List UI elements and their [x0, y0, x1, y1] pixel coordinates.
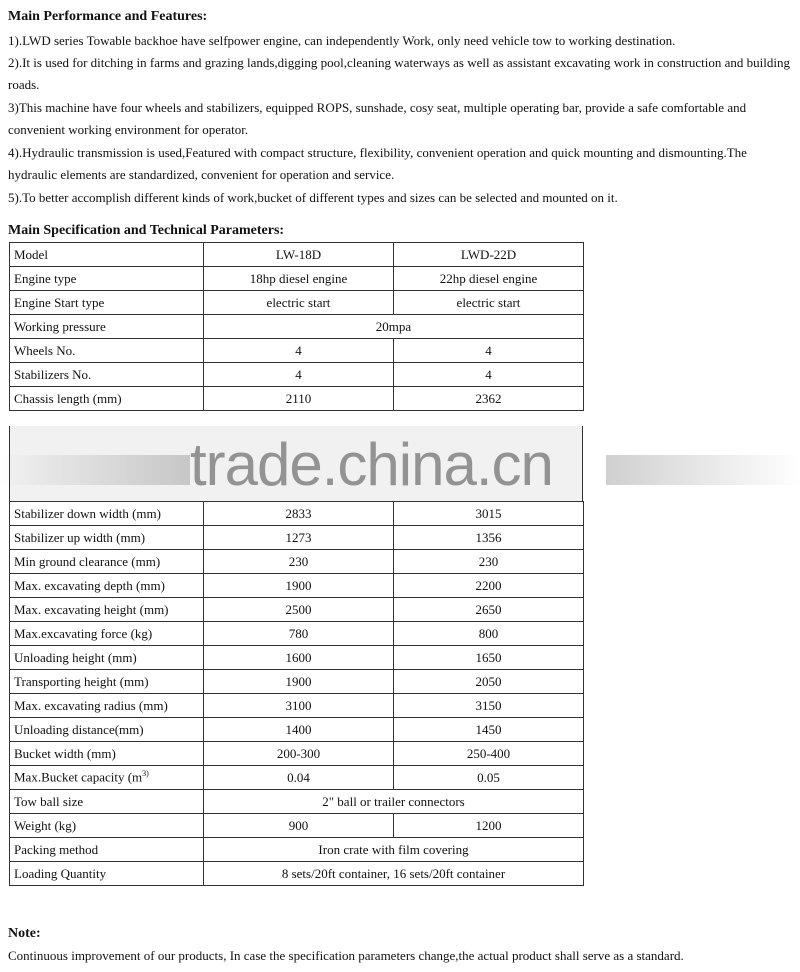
- spec-table-lower: [9, 501, 584, 886]
- spec-row: [10, 646, 584, 670]
- spec-value-lwd22d: 3150: [394, 694, 584, 718]
- spec-value-lwd22d: 4: [394, 363, 584, 387]
- spec-row: [10, 670, 584, 694]
- spec-value-shared: Iron crate with film covering: [204, 838, 584, 862]
- spec-label: Min ground clearance (mm): [10, 550, 204, 574]
- spec-row: [10, 526, 584, 550]
- spec-row: [10, 291, 584, 315]
- spec-value-lwd22d: 800: [394, 622, 584, 646]
- spec-value-lw18d: 230: [204, 550, 394, 574]
- spec-value-lw18d: LW-18D: [204, 243, 394, 267]
- spec-value-lwd22d: 230: [394, 550, 584, 574]
- spec-row: [10, 267, 584, 291]
- spec-value-lw18d: 2833: [204, 502, 394, 526]
- spec-value-lwd22d: 4: [394, 339, 584, 363]
- spec-value-lw18d: 1273: [204, 526, 394, 550]
- spec-value-lw18d: 3100: [204, 694, 394, 718]
- spec-row: [10, 766, 584, 790]
- feature-item-1: 1).LWD series Towable backhoe have selfpower engine, can independently Work, only need vehicle tow to working destination.: [8, 33, 676, 48]
- spec-row: [10, 315, 584, 339]
- spec-row: [10, 718, 584, 742]
- spec-label: Max. excavating height (mm): [10, 598, 204, 622]
- spec-value-lwd22d: 1450: [394, 718, 584, 742]
- spec-label: Stabilizers No.: [10, 363, 204, 387]
- spec-value-lwd22d: 2050: [394, 670, 584, 694]
- spec-value-shared: 20mpa: [204, 315, 584, 339]
- spec-label: Max.excavating force (kg): [10, 622, 204, 646]
- feature-item-2: 2).It is used for ditching in farms and grazing lands,digging pool,cleaning waterways as well as assistant excavating work in construction and building roads.: [8, 55, 790, 92]
- spec-value-lw18d: 1900: [204, 574, 394, 598]
- watermark-fade-left: [0, 455, 190, 485]
- spec-value-lw18d: 2500: [204, 598, 394, 622]
- spec-label: Stabilizer down width (mm): [10, 502, 204, 526]
- spec-label: Loading Quantity: [10, 862, 204, 886]
- spec-label: Max. excavating depth (mm): [10, 574, 204, 598]
- spec-value-lw18d: 1400: [204, 718, 394, 742]
- spec-value-lwd22d: 3015: [394, 502, 584, 526]
- spec-value-lw18d: electric start: [204, 291, 394, 315]
- watermark-fade-right: [606, 455, 800, 485]
- spec-row: [10, 363, 584, 387]
- spec-row: [10, 622, 584, 646]
- spec-row: [10, 862, 584, 886]
- spec-value-lw18d: 200-300: [204, 742, 394, 766]
- spec-value-lwd22d: 2362: [394, 387, 584, 411]
- spec-label: Tow ball size: [10, 790, 204, 814]
- spec-value-shared: 2" ball or trailer connectors: [204, 790, 584, 814]
- spec-value-lw18d: 1900: [204, 670, 394, 694]
- spec-row: [10, 742, 584, 766]
- spec-label: Chassis length (mm): [10, 387, 204, 411]
- spec-value-lw18d: 4: [204, 339, 394, 363]
- spec-value-lwd22d: LWD-22D: [394, 243, 584, 267]
- spec-row: [10, 574, 584, 598]
- feature-item-4: 4).Hydraulic transmission is used,Featured with compact structure, flexibility, convenient operation and quick mounting and dismounting.The hydraulic elements are standardized, convenient for operation and service.: [8, 145, 747, 182]
- watermark: trade.china.cn: [190, 431, 553, 498]
- spec-value-lw18d: 4: [204, 363, 394, 387]
- spec-label: Max.Bucket capacity ($m^{3)}$: [10, 766, 204, 790]
- spec-table-upper: [9, 242, 584, 411]
- spec-value-lw18d: 900: [204, 814, 394, 838]
- spec-value-lw18d: 1600: [204, 646, 394, 670]
- spec-value-lw18d: 0.04: [204, 766, 394, 790]
- spec-label: Unloading distance(mm): [10, 718, 204, 742]
- spec-label: Transporting height (mm): [10, 670, 204, 694]
- spec-row: [10, 838, 584, 862]
- spec-value-lw18d: 18hp diesel engine: [204, 267, 394, 291]
- spec-row: [10, 339, 584, 363]
- spec-label: Model: [10, 243, 204, 267]
- spec-label: Bucket width (mm): [10, 742, 204, 766]
- spec-value-lwd22d: 22hp diesel engine: [394, 267, 584, 291]
- spec-label: Stabilizer up width (mm): [10, 526, 204, 550]
- features-heading: Main Performance and Features:: [8, 9, 208, 24]
- spec-row: [10, 550, 584, 574]
- spec-label: Packing method: [10, 838, 204, 862]
- spec-label: Weight (kg): [10, 814, 204, 838]
- spec-value-lwd22d: 1356: [394, 526, 584, 550]
- spec-row: [10, 387, 584, 411]
- spec-label: Unloading height (mm): [10, 646, 204, 670]
- spec-label: Engine type: [10, 267, 204, 291]
- spec-value-lwd22d: 1650: [394, 646, 584, 670]
- spec-value-lw18d: 2110: [204, 387, 394, 411]
- spec-row: [10, 694, 584, 718]
- spec-value-lw18d: 780: [204, 622, 394, 646]
- feature-item-3: 3)This machine have four wheels and stabilizers, equipped ROPS, sunshade, cosy seat, multiple operating bar, provide a safe comfortable and convenient working environment for operator.: [8, 100, 747, 137]
- spec-label: Max. excavating radius (mm): [10, 694, 204, 718]
- spec-heading: Main Specification and Technical Parameters:: [8, 223, 285, 238]
- spec-value-lwd22d: 2200: [394, 574, 584, 598]
- spec-value-lwd22d: 0.05: [394, 766, 584, 790]
- spec-row: [10, 598, 584, 622]
- spec-value-lwd22d: 250-400: [394, 742, 584, 766]
- note-text: Continuous improvement of our products, In case the specification parameters change,the actual product shall serve as a standard.: [8, 948, 684, 963]
- spec-row: [10, 243, 584, 267]
- spec-label: Engine Start type: [10, 291, 204, 315]
- feature-item-5: 5).To better accomplish different kinds of work,bucket of different types and sizes can be selected and mounted on it.: [8, 190, 618, 205]
- spec-label: Wheels No.: [10, 339, 204, 363]
- spec-row: [10, 502, 584, 526]
- spec-row: [10, 790, 584, 814]
- spec-label: Working pressure: [10, 315, 204, 339]
- spec-value-lwd22d: 1200: [394, 814, 584, 838]
- spec-value-lwd22d: 2650: [394, 598, 584, 622]
- spec-value-shared: 8 sets/20ft container, 16 sets/20ft container: [204, 862, 584, 886]
- note-heading: Note:: [8, 926, 41, 941]
- spec-row: [10, 814, 584, 838]
- spec-value-lwd22d: electric start: [394, 291, 584, 315]
